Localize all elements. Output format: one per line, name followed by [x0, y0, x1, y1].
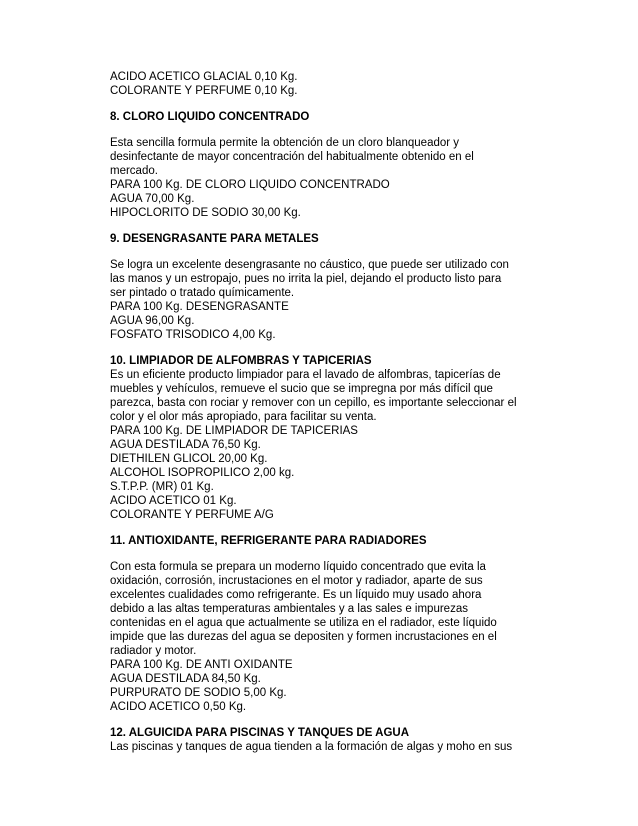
- paragraph-gap: [110, 522, 530, 534]
- paragraph-gap: [110, 124, 530, 136]
- text-line: PARA 100 Kg. DE ANTI OXIDANTE: [110, 659, 293, 671]
- paragraph-gap: [110, 98, 530, 110]
- text-line: AGUA 96,00 Kg.: [110, 315, 195, 327]
- text-line: HIPOCLORITO DE SODIO 30,00 Kg.: [110, 207, 301, 219]
- text-line: ACIDO ACETICO 01 Kg.: [110, 495, 237, 507]
- paragraph-gap: [110, 548, 530, 560]
- section-heading: [110, 232, 530, 246]
- text-line: S.T.P.P. (MR) 01 Kg.: [110, 481, 214, 493]
- text-line: parezca, basta con rociar y remover con un cepillo, es importante seleccionar el: [110, 397, 517, 409]
- text-line: AGUA DESTILADA 84,50 Kg.: [110, 673, 261, 685]
- text-line: PARA 100 Kg. DE CLORO LIQUIDO CONCENTRADO: [110, 179, 390, 191]
- text-line: las manos y un estropajo, pues no irrita la piel, dejando el producto listo para: [110, 273, 502, 285]
- text-line: PARA 100 Kg. DESENGRASANTE: [110, 301, 289, 313]
- text-line: color y el olor más apropiado, para facilitar su venta.: [110, 411, 377, 423]
- heading-text: 12. ALGUICIDA PARA PISCINAS Y TANQUES DE AGUA: [110, 727, 410, 739]
- paragraph-gap: [110, 714, 530, 726]
- text-line: AGUA DESTILADA 76,50 Kg.: [110, 439, 261, 451]
- text-line: Esta sencilla formula permite la obtención de un cloro blanqueador y: [110, 137, 460, 149]
- text-line: PARA 100 Kg. DE LIMPIADOR DE TAPICERIAS: [110, 425, 358, 437]
- text-line: excelentes cualidades como refrigerante. Es un líquido muy usado ahora: [110, 589, 482, 601]
- text-line: debido a las altas temperaturas ambientales y a las sales e impurezas: [110, 603, 468, 615]
- text-line: COLORANTE Y PERFUME A/G: [110, 509, 274, 521]
- text-line: ACIDO ACETICO GLACIAL 0,10 Kg.: [110, 71, 298, 83]
- text-line: ALCOHOL ISOPROPILICO 2,00 kg.: [110, 467, 295, 479]
- text-line: Con esta formula se prepara un moderno líquido concentrado que evita la: [110, 561, 486, 573]
- section-heading: [110, 534, 530, 548]
- section-heading: [110, 354, 530, 368]
- text-line: Se logra un excelente desengrasante no cáustico, que puede ser utilizado con: [110, 259, 509, 271]
- text-line: radiador y motor.: [110, 645, 197, 657]
- text-line: mercado.: [110, 165, 158, 177]
- paragraph-gap: [110, 246, 530, 258]
- text-line: ser pintado o tratado químicamente.: [110, 287, 295, 299]
- section-heading: [110, 110, 530, 124]
- paragraph: [110, 560, 530, 714]
- heading-text: 10. LIMPIADOR DE ALFOMBRAS Y TAPICERIAS: [110, 355, 372, 367]
- text-line: impide que las durezas del agua se depositen y formen incrustaciones en el: [110, 631, 497, 643]
- text-line: AGUA 70,00 Kg.: [110, 193, 195, 205]
- heading-text: 9. DESENGRASANTE PARA METALES: [110, 233, 319, 245]
- paragraph: [110, 70, 530, 98]
- paragraph-gap: [110, 342, 530, 354]
- text-line: muebles y vehículos, remueve el sucio que se impregna por más difícil que: [110, 383, 493, 395]
- paragraph: [110, 136, 530, 220]
- heading-text: 8. CLORO LIQUIDO CONCENTRADO: [110, 111, 310, 123]
- text-line: FOSFATO TRISODICO 4,00 Kg.: [110, 329, 276, 341]
- paragraph: [110, 740, 530, 754]
- text-line: oxidación, corrosión, incrustaciones en el motor y radiador, aparte de sus: [110, 575, 483, 587]
- document-page: [110, 70, 530, 754]
- text-line: DIETHILEN GLICOL 20,00 Kg.: [110, 453, 268, 465]
- text-line: desinfectante de mayor concentración del habitualmente obtenido en el: [110, 151, 474, 163]
- text-line: COLORANTE Y PERFUME 0,10 Kg.: [110, 85, 298, 97]
- paragraph: [110, 258, 530, 342]
- section-heading: [110, 726, 530, 740]
- text-line: Las piscinas y tanques de agua tienden a la formación de algas y moho en sus: [110, 741, 513, 753]
- heading-text: 11. ANTIOXIDANTE, REFRIGERANTE PARA RADIADORES: [110, 535, 427, 547]
- text-line: PURPURATO DE SODIO 5,00 Kg.: [110, 687, 287, 699]
- paragraph-gap: [110, 220, 530, 232]
- text-line: Es un eficiente producto limpiador para el lavado de alfombras, tapicerías de: [110, 369, 501, 381]
- text-line: ACIDO ACETICO 0,50 Kg.: [110, 701, 247, 713]
- paragraph: [110, 368, 530, 522]
- text-line: contenidas en el agua que actualmente se utiliza en el radiador, este líquido: [110, 617, 497, 629]
